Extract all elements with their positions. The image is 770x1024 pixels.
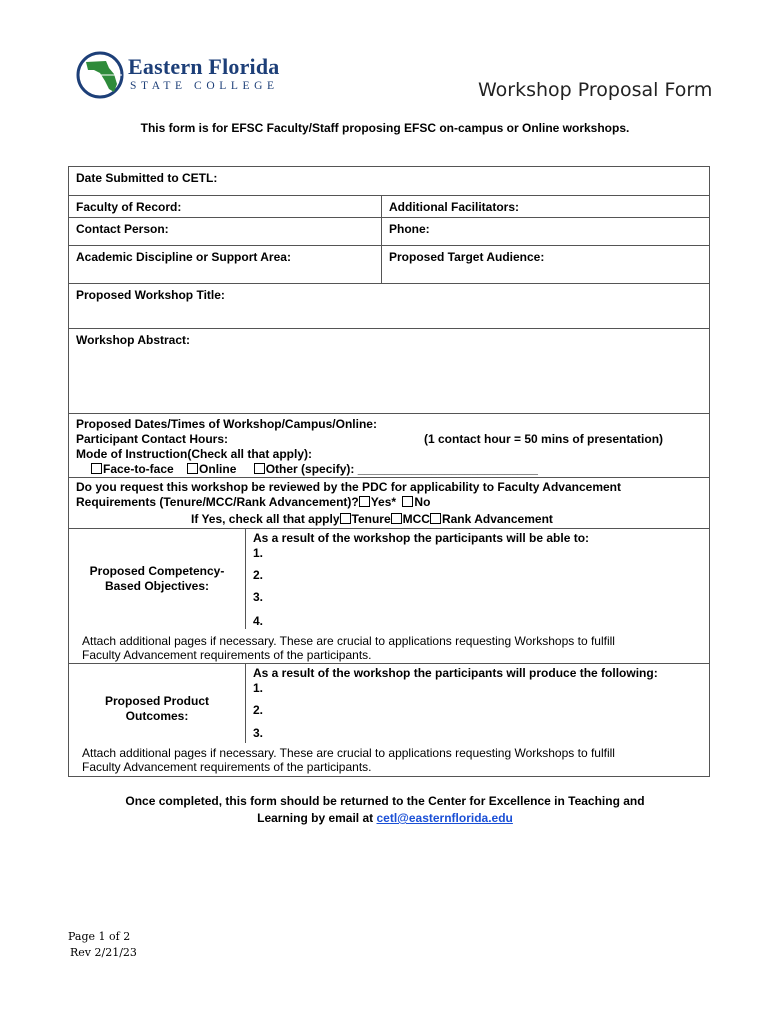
- contact-hour-note: (1 contact hour = 50 mins of presentation): [424, 432, 664, 446]
- contact-person-field[interactable]: [69, 218, 382, 246]
- target-audience-field[interactable]: [382, 246, 710, 284]
- page-footer: [68, 929, 137, 961]
- return-instructions-line1: Once completed, this form should be returned to the Center for Excellence in Teaching and: [125, 794, 645, 808]
- competency-label-line1: Proposed Competency-: [89, 564, 225, 578]
- no-label: No: [414, 495, 431, 509]
- competency-section: [69, 529, 710, 664]
- pdc-review-section: [69, 478, 710, 529]
- online-label: Online: [199, 462, 237, 476]
- rank-advancement-label: Rank Advancement: [441, 512, 553, 526]
- contact-person-label: Contact Person:: [76, 222, 169, 236]
- outcomes-section: [69, 664, 710, 777]
- competency-label: [69, 564, 245, 594]
- if-yes-label: If Yes, check all that apply: [191, 512, 340, 526]
- date-submitted-field[interactable]: [69, 167, 710, 196]
- workshop-title-field[interactable]: [69, 284, 710, 329]
- workshop-title-label: Proposed Workshop Title:: [76, 288, 225, 302]
- no-checkbox[interactable]: [402, 496, 413, 507]
- target-audience-label: Proposed Target Audience:: [389, 250, 545, 264]
- outcomes-label-line2: Outcomes:: [125, 709, 189, 723]
- yes-checkbox[interactable]: [359, 496, 370, 507]
- return-instructions: [0, 793, 770, 827]
- phone-field[interactable]: [382, 218, 710, 246]
- cetl-email-link[interactable]: cetl@easternflorida.edu: [376, 811, 513, 825]
- outcome-1[interactable]: 1.: [253, 681, 264, 695]
- competency-attach-note-2: Faculty Advancement requirements of the participants.: [82, 648, 372, 662]
- rank-advancement-checkbox[interactable]: [430, 513, 441, 524]
- intro-text: This form is for EFSC Faculty/Staff proposing EFSC on-campus or Online workshops.: [140, 121, 630, 135]
- pdc-question-line2: Requirements (Tenure/MCC/Rank Advancement)?: [76, 495, 359, 509]
- florida-seal-icon: [76, 48, 126, 104]
- objective-4[interactable]: 4.: [253, 614, 264, 628]
- revision-date: Rev 2/21/23: [70, 946, 137, 959]
- yes-label: Yes*: [370, 495, 397, 509]
- outcome-2[interactable]: 2.: [253, 703, 264, 717]
- competency-intro: As a result of the workshop the participants will be able to:: [253, 531, 590, 545]
- outcomes-attach-note-1: Attach additional pages if necessary. These are crucial to applications requesting Workshops to fulfill: [82, 746, 615, 760]
- additional-facilitators-label: Additional Facilitators:: [389, 200, 520, 214]
- page-number: Page 1 of 2: [68, 930, 131, 943]
- phone-label: Phone:: [389, 222, 430, 236]
- outcomes-label-line1: Proposed Product: [104, 694, 209, 708]
- objective-1[interactable]: 1.: [253, 546, 264, 560]
- face-to-face-checkbox[interactable]: [91, 463, 102, 474]
- return-instructions-line2: Learning by email at: [257, 811, 377, 825]
- tenure-checkbox[interactable]: [340, 513, 351, 524]
- pdc-question-line1: Do you request this workshop be reviewed by the PDC for applicability to Faculty Advancement: [76, 480, 621, 494]
- outcomes-attach-note-2: Faculty Advancement requirements of the participants.: [82, 760, 372, 774]
- outcomes-intro: As a result of the workshop the participants will produce the following:: [253, 666, 658, 680]
- faculty-of-record-label: Faculty of Record:: [76, 200, 182, 214]
- online-checkbox[interactable]: [187, 463, 198, 474]
- discipline-field[interactable]: [69, 246, 382, 284]
- other-label[interactable]: Other (specify): ___________________________: [265, 462, 538, 476]
- logo-name: Eastern Florida: [128, 54, 280, 79]
- outcome-3[interactable]: 3.: [253, 726, 264, 740]
- proposal-form-table: [68, 166, 710, 777]
- faculty-of-record-field[interactable]: [69, 196, 382, 218]
- workshop-abstract-label: Workshop Abstract:: [76, 333, 191, 347]
- objective-3[interactable]: 3.: [253, 590, 264, 604]
- logo-subtitle: STATE COLLEGE: [130, 80, 279, 92]
- objective-2[interactable]: 2.: [253, 568, 264, 582]
- contact-hours-label[interactable]: Participant Contact Hours:: [76, 432, 229, 446]
- other-checkbox[interactable]: [254, 463, 265, 474]
- additional-facilitators-field[interactable]: [382, 196, 710, 218]
- competency-attach-note-1: Attach additional pages if necessary. These are crucial to applications requesting Workshops to fulfill: [82, 634, 615, 648]
- competency-label-line2: Based Objectives:: [104, 579, 210, 593]
- workshop-abstract-field[interactable]: [69, 329, 710, 414]
- proposed-dates-label[interactable]: Proposed Dates/Times of Workshop/Campus/Online:: [76, 417, 377, 431]
- tenure-label: Tenure: [351, 512, 391, 526]
- mcc-checkbox[interactable]: [391, 513, 402, 524]
- page-title: Workshop Proposal Form: [478, 79, 713, 101]
- discipline-label: Academic Discipline or Support Area:: [76, 250, 291, 264]
- mcc-label: MCC: [402, 512, 430, 526]
- face-to-face-label: Face-to-face: [103, 462, 174, 476]
- schedule-section: [69, 414, 710, 478]
- date-submitted-label: Date Submitted to CETL:: [76, 171, 218, 185]
- mode-of-instruction-label: Mode of Instruction(Check all that apply):: [76, 447, 313, 461]
- college-logo: [76, 48, 280, 104]
